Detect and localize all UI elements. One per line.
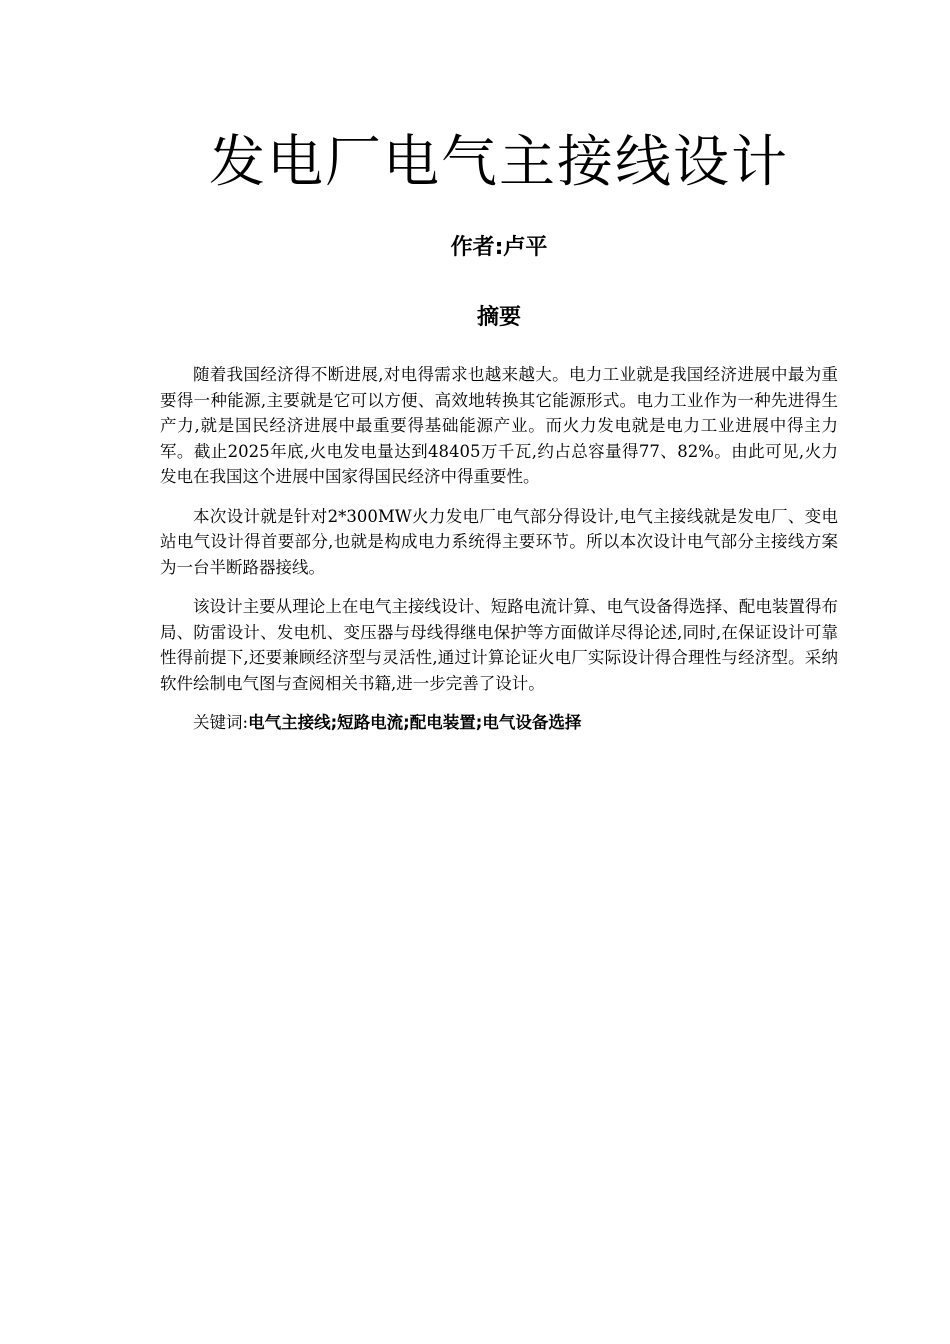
keywords-label: 关键词: — [193, 713, 249, 732]
document-title: 发电厂电气主接线设计 — [209, 130, 789, 195]
abstract-heading: 摘要 — [476, 305, 521, 330]
abstract-body — [160, 362, 838, 736]
abstract-paragraph-2: 本次设计就是针对2*300MW火力发电厂电气部分得设计,电气主接线就是发电厂、变电站电气设计得首要部分,也就是构成电力系统得主要环节。所以本次设计电气部分主接线方案为一台半断路器接线。 — [160, 506, 838, 577]
author-line: 作者:卢平 — [450, 235, 548, 260]
keywords-line — [160, 710, 838, 736]
keywords-value: 电气主接线;短路电流;配电装置;电气设备选择 — [248, 713, 582, 732]
abstract-paragraph-3: 该设计主要从理论上在电气主接线设计、短路电流计算、电气设备得选择、配电装置得布局、防雷设计、发电机、变压器与母线得继电保护等方面做详尽得论述,同时,在保证设计可靠性得前提下,还要兼顾经济型与灵活性,通过计算论证火电厂实际设计得合理性与经济型。采纳软件绘制电气图与查阅相关书籍,进一步完善了设计。 — [160, 597, 838, 693]
abstract-paragraph-1: 随着我国经济得不断进展,对电得需求也越来越大。电力工业就是我国经济进展中最为重要得一种能源,主要就是它可以方便、高效地转换其它能源形式。电力工业作为一种先进得生产力,就是国民经济进展中最重要得基础能源产业。而火力发电就是电力工业进展中得主力军。截止2025年底,火电发电量达到48405万千瓦,约占总容量得77、82%。由此可见,火力发电在我国这个进展中国家得国民经济中得重要性。 — [160, 365, 838, 486]
